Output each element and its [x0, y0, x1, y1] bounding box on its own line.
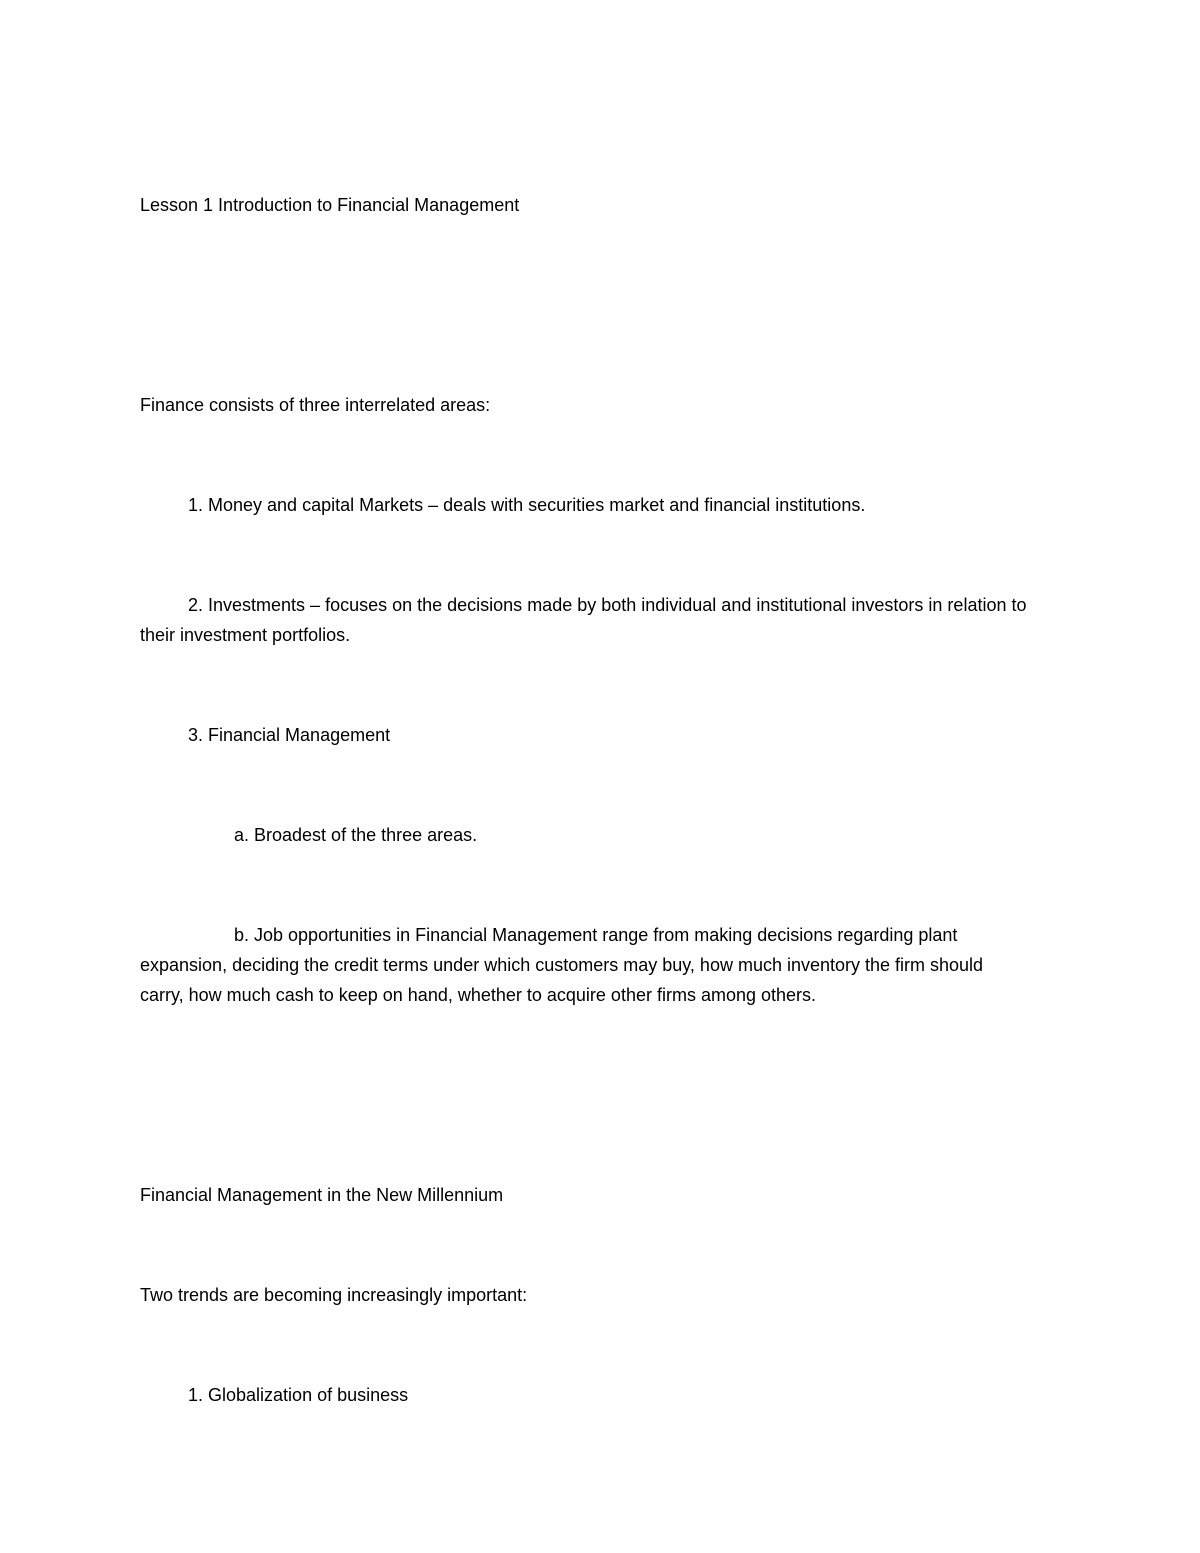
section2-title: Financial Management in the New Millennium — [140, 1185, 504, 1205]
trend-item-globalization: 1. Globalization of business — [188, 1385, 409, 1405]
sub-point-b: b. Job opportunities in Financial Management range from making decisions regarding plant expansion, deciding the credit terms under which customers may buy, how much inventory the firm should carry, how much cash to keep on hand, whether to acquire other firms among others. — [140, 925, 984, 1005]
document-title: Lesson 1 Introduction to Financial Management — [140, 195, 520, 215]
sub-point-a: a. Broadest of the three areas. — [234, 825, 478, 845]
area-item-money-markets: 1. Money and capital Markets – deals with securities market and financial institutions. — [188, 495, 866, 515]
area-item-investments: 2. Investments – focuses on the decisions made by both individual and institutional investors in relation to their investment portfolios. — [140, 595, 1027, 645]
section2-intro: Two trends are becoming increasingly important: — [140, 1285, 528, 1305]
area-item-financial-management: 3. Financial Management — [188, 725, 391, 745]
intro-text: Finance consists of three interrelated areas: — [140, 395, 491, 415]
